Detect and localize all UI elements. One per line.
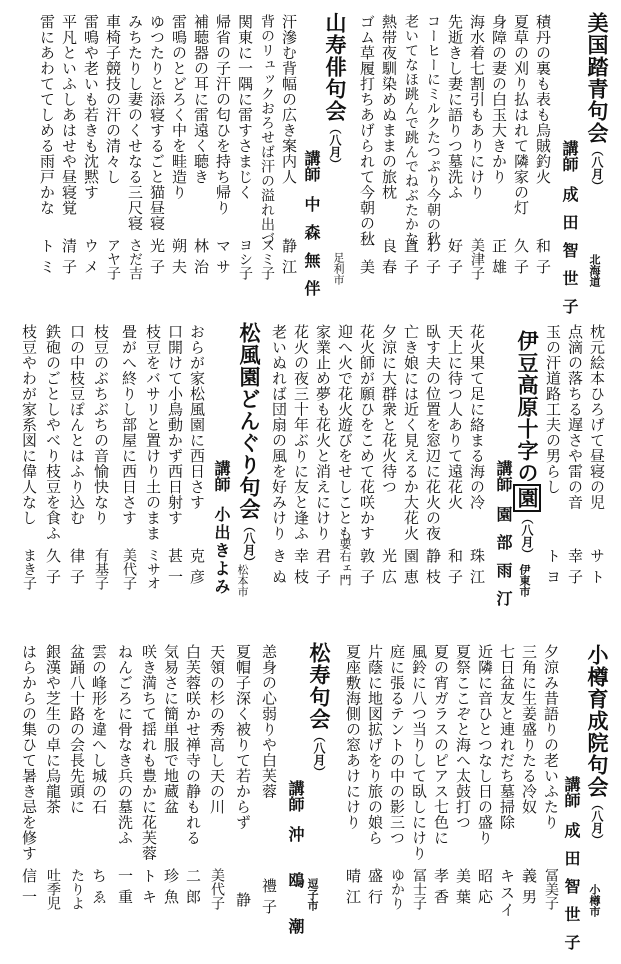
haiku: 夏帽子深く被りて若からず [234,644,252,830]
haiku: 老いぬれば団扇の風を好みけり [270,324,288,541]
haiku-author: ミサオ [145,548,161,590]
haiku: 風鈴に八つ当りして臥しにけり [410,644,428,861]
haiku-author: トキ [140,868,158,910]
haiku-author: 園恵 [402,548,420,590]
haiku-author: 林治 [192,238,210,280]
haiku: 夕涼に大群衆と花火待つ [380,324,398,495]
haiku: 夏草の刈り払はれて隣家の灯 [512,14,530,216]
haiku-author: 有基子 [93,548,109,590]
haiku: 夏座敷海側の窓あけにけり [344,644,362,830]
section-title: 松風園どんぐり句会（八月） [237,322,261,568]
haiku-author: 光子 [148,238,166,280]
haiku-author: きぬ [270,548,288,590]
tier-top [0,0,621,326]
haiku-author: 正雄 [490,238,508,280]
haiku-author: 要右ェ門 [338,538,352,586]
haiku: 夏祭ここぞと海へ太鼓打つ [454,644,472,830]
haiku: 恙身の心弱りや白芙蓉 [260,644,278,799]
city-label: 北海道 [588,254,601,287]
haiku-author: アヤ子 [105,238,121,280]
haiku-author: 義男 [520,868,538,910]
haiku-author: 律子 [68,548,86,590]
haiku-author: ゆかり [389,868,405,910]
haiku-author: 静江 [280,238,298,280]
haiku-author: 一重 [116,868,134,910]
section-title: 山寿俳句会（八月） [323,12,347,170]
lecturer: 講師成田智世子 [562,776,581,962]
haiku: 鉄砲のごとしやべり枝豆を食ふ [44,324,62,541]
haiku: 亡き娘には近く見えるか大花火 [402,324,420,541]
haiku: 汗滲む背幅の広き案内人 [280,14,298,185]
haiku: 玉の汗道路工夫の男らし [544,324,562,495]
haiku: 畳がへ終りし部屋に西日さす [120,324,138,526]
haiku-author: わ子 [424,238,442,280]
haiku-author: まき子 [21,548,37,590]
haiku: ゴム草履打ちあげられて今朝の秋 [358,14,376,247]
haiku: 夏の宵ガラスのピアス七色に [432,644,450,846]
haiku-author: ウメ [82,238,100,280]
haiku: 庭に張るテントの中の影三つ [388,644,406,846]
haiku-author: 朔夫 [170,238,188,280]
haiku-author: 幸子 [566,548,584,590]
haiku-author: 珍魚 [162,868,180,910]
haiku-author: 幸枝 [292,548,310,590]
haiku-author: 敦子 [358,548,376,590]
haiku: 銀漢や芝生の卓に烏龍茶 [44,644,62,815]
haiku: 咲き満ちて揺れも豊かに花芙蓉 [140,644,158,861]
lecturer: 講師沖鴎潮 [286,780,305,964]
haiku-author: さだ吉 [127,238,143,280]
haiku-author: トミ [38,238,56,280]
haiku: 枕元絵本ひろげて昼寝の児 [588,324,606,510]
haiku-author: 久子 [512,238,530,280]
haiku: 臥す夫の位置を窓辺に花火の夜 [424,324,442,541]
haiku-author: 美津子 [469,238,485,280]
haiku: 雷にあわててしめる雨戸かな [38,14,56,216]
haiku: 身障の妻の白玉大きかり [490,14,508,185]
haiku: 七日盆友と連れだち墓掃除 [498,644,516,830]
haiku-author: 直子 [402,238,420,280]
city-label: 松本市 [236,564,249,597]
haiku: おらが家松風園に西日さす [188,324,206,510]
city-label: 逗子市 [306,878,319,911]
haiku: 老いてなほ跳んで跳んでねぶたかな [403,14,419,246]
lecturer: 講師中森無伴 [302,150,321,308]
haiku-author: 和子 [534,238,552,280]
haiku: 口開けて小鳥動かず西日射す [166,324,184,526]
haiku-author: 甚一 [166,548,184,590]
haiku-author: 好子 [446,238,464,280]
haiku: 近隣に音ひとつなし日の盛り [476,644,494,846]
haiku: みちたりし妻のくせなる三尺寝 [126,14,144,231]
haiku: 枝豆やわが家系図に偉人なし [20,324,38,526]
haiku-author: たりよ [69,868,85,910]
haiku-author: スミ子 [259,238,275,280]
haiku-author: 美代子 [121,548,137,590]
haiku: 補聴器の耳に雷遠く聴き [192,14,210,185]
haiku: 背のリュックおろせば汗の溢れ出づ [259,14,275,246]
tier-bottom [0,620,621,964]
section-title: 伊豆高原十字の園（八月） [515,330,539,560]
haiku-author: 美葉 [454,868,472,910]
haiku: 夕涼み昔語りの老いふたり [542,644,560,830]
haiku: 白芙蓉咲かせ禅寺の静もれる [184,644,202,846]
haiku-author: 晴江 [344,868,362,910]
haiku: 家業止め夢も花火と消えにけり [314,324,332,541]
lecturer: 講師小出きよみ [212,460,231,596]
haiku: 車椅子競技の汗の清々し [104,14,122,185]
haiku-author: 清子 [60,238,78,280]
haiku: 先逝きし妻に語りつ墓洗ふ [446,14,464,200]
haiku: 天領の杉の秀高し天の川 [208,644,226,815]
haiku-author: 吐季児 [45,868,61,910]
tier-middle [0,310,621,620]
haiku-author: 盛行 [366,868,384,910]
haiku: 花火師が願ひをこめて花咲かす [358,324,376,541]
section-title: 美国踏青句会（八月） [585,12,609,192]
haiku: 枝豆のぶちぶちの音愉快なり [92,324,110,526]
haiku-author: 静枝 [424,548,442,590]
haiku-author: 信一 [20,868,38,910]
haiku-author: マサ [214,238,232,280]
haiku: 天上に待つ人ありて遠花火 [446,324,464,510]
lecturer: 講師成田智世子 [560,140,579,326]
haiku: ゆつたりと添寝するごと猫昼寝 [148,14,166,231]
haiku-author: トヨ [544,548,562,590]
haiku-author: 光広 [380,548,398,590]
haiku-author: 久子 [44,548,62,590]
haiku: 帰省の子汗の匂ひを持ち帰り [214,14,232,216]
lecturer: 講師園部雨汀 [494,460,513,618]
haiku: ねんごろに骨なき兵の墓洗ふ [116,644,134,846]
haiku-author: ヨシ子 [237,238,253,280]
haiku: 三角に生姜盛りたる冷奴 [520,644,538,815]
haiku-author: 美代子 [209,868,225,910]
haiku: 迎へ火で花火遊びをせしことも [336,324,354,541]
haiku-author: 孝香 [432,868,450,910]
city-label: 伊東市 [518,564,531,597]
haiku: 口の中枝豆ぽんとはふり込む [68,324,86,526]
haiku-author: 和子 [446,548,464,590]
haiku-author: 冨士子 [411,868,427,910]
haiku-author: 一美 [358,238,376,280]
haiku: 積丹の裏も表も烏賊釣火 [534,14,552,185]
haiku: はらからの集ひて暑き忌を修す [20,644,38,861]
haiku: 熱帯夜馴染めぬままの旅枕 [380,14,398,200]
haiku: 花火の夜三十年ぶりに友と逢ふ [292,324,310,541]
haiku-author: 冨美子 [543,868,559,910]
section-title: 松寿句会（八月） [307,642,331,778]
haiku-author: 二郎 [184,868,202,910]
haiku: 点滴の落ちる遅さや雷の音 [566,324,584,510]
haiku: 平凡といふしあはせや昼寝覚 [60,14,78,216]
city-label: 足利市 [332,252,345,285]
haiku-author: サト [588,548,606,590]
haiku-author: キスイ [498,868,516,919]
haiku-author: 昭応 [476,868,494,910]
haiku: 枝豆をバサリと置けり土のまま [144,324,162,541]
haiku: 海水着七割引もありにけり [468,14,486,200]
haiku-author: 克彦 [188,548,206,590]
haiku: 気易さに簡単服で地蔵盆 [162,644,180,815]
haiku-author: 良春 [380,238,398,280]
haiku-author: ちゑ [90,868,108,910]
haiku-author: 禮子 [260,878,278,920]
city-label: 小樽市 [588,884,601,917]
haiku: 関東に一隅に雷すさまじく [236,14,254,200]
haiku-author: 君子 [314,548,332,590]
haiku: コーヒーにミルクたつぷり今朝の秋 [425,14,441,246]
section-title: 小樽育成院句会（八月） [585,644,609,846]
haiku: 雷鳴や老いも若きも沈黙す [82,14,100,200]
haiku-author: 静 [234,892,252,913]
haiku: 雲の峰形を違へし城の石 [90,644,108,815]
haiku: 花火果て足に絡まる海の冷 [468,324,486,510]
haiku: 盆踊八十路の会長先頭に [68,644,86,815]
haiku-author: 珠江 [468,548,486,590]
haiku: 雷鳴のとどろく中を畦造り [170,14,188,200]
haiku: 片蔭に地図拡げをり旅の娘ら [366,644,384,846]
